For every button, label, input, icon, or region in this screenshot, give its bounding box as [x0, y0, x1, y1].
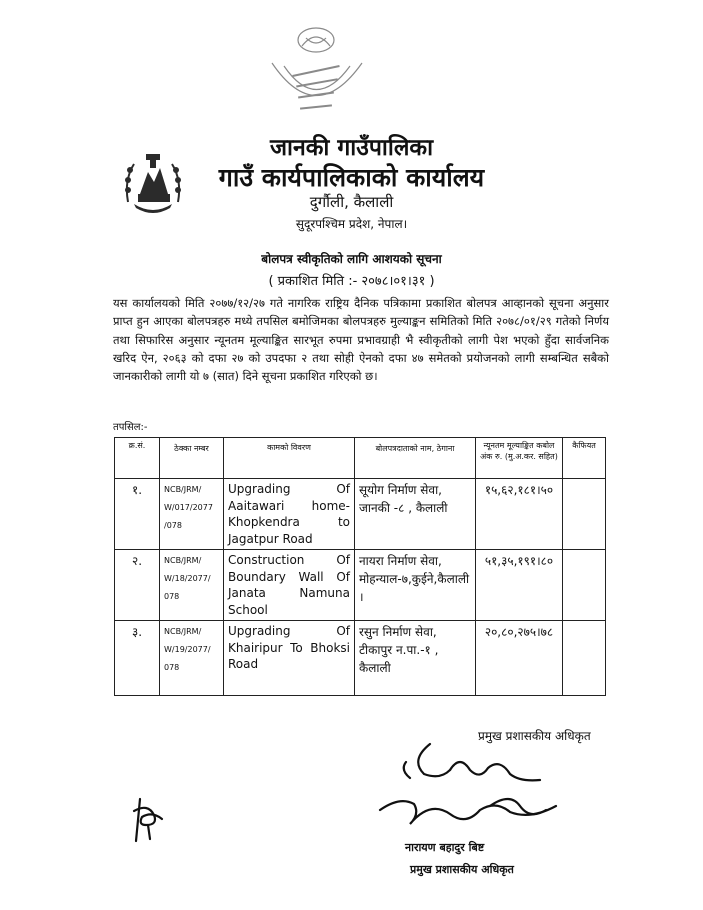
cell-bidder: सूयोग निर्माण सेवा, जानकी -८ , कैलाली	[355, 479, 476, 550]
cell-contract: NCB/JRM/ W/18/2077/ 078	[160, 550, 224, 621]
table-row	[115, 479, 606, 550]
cell-sn: २.	[115, 550, 160, 621]
bid-table	[114, 437, 606, 696]
cell-amount: ५१,३५,१९१।८०	[476, 550, 563, 621]
cell-bidder: नायरा निर्माण सेवा, मोहन्याल-७,कुईने,कैलाली ।	[355, 550, 476, 621]
table-header-row	[115, 438, 606, 479]
cell-remarks	[563, 621, 606, 696]
cell-amount: २०,८०,२७५।७८	[476, 621, 563, 696]
notice-subject: बोलपत्र स्वीकृतिको लागि आशयको सूचना	[261, 252, 442, 266]
cell-contract: NCB/JRM/ W/19/2077/ 078	[160, 621, 224, 696]
initials-scribble	[128, 795, 168, 845]
cell-work: Construction Of Boundary Wall Of Janata Namuna School	[224, 550, 355, 621]
cell-remarks	[563, 550, 606, 621]
table-row	[115, 550, 606, 621]
col-header-amount: न्यूनतम मूल्याङ्कित कबोल अंक रु. (मु.अ.कर. सहित)	[476, 438, 563, 479]
cell-contract: NCB/JRM/ W/017/2077 /078	[160, 479, 224, 550]
col-header-remarks: कैफियत	[563, 438, 606, 479]
office-seal-stamp	[262, 18, 370, 126]
col-header-contract: ठेक्का नम्बर	[160, 438, 224, 479]
cell-bidder: रसुन निर्माण सेवा, टीकापुर न.पा.-१ , कैलाली	[355, 621, 476, 696]
cell-work: Upgrading Of Khairipur To Bhoksi Road	[224, 621, 355, 696]
cell-work: Upgrading Of Aaitawari home-Khopkendra to Jagatpur Road	[224, 479, 355, 550]
signatory-post: प्रमुख प्रशासकीय अधिकृत	[410, 863, 514, 876]
signatory-title: प्रमुख प्रशासकीय अधिकृत	[478, 729, 591, 743]
publication-date: ( प्रकाशित मिति :- २०७८।०१।३१ )	[268, 274, 435, 289]
details-label: तपसिल:-	[113, 422, 148, 433]
cell-remarks	[563, 479, 606, 550]
table-row	[115, 621, 606, 696]
office-location: दुर्गौली, कैलाली	[309, 193, 394, 211]
cell-amount: १५,६२,१८१।५०	[476, 479, 563, 550]
notice-body: यस कार्यालयको मिति २०७७/१२/२७ गते नागरिक राष्ट्रिय दैनिक पत्रिकामा प्रकाशित बोलपत्र आव्हानको सूचना अनुसार प्राप्त हुन आएका बोलपत्रहरु मध्ये तपसिल बमोजिमका बोलपत्रहरु मुल्याङ्कन समितिको मिति २०७८/०१/२९ गतेको निर्णय तथा सिफारिस अनुसार न्यूनतम मूल्याङ्कित सारभूत रुपमा प्रभावग्राही भै स्वीकृतीको लागी पेश भएको हुँदा सार्वजनिक खरिद ऐन, २०६३ को दफा २७ को उपदफा २ तथा सोही ऐनको दफा ४७ समेतको प्रयोजनको लागी सम्बन्धित सबैको जानकारीको लागी यो ७ (सात) दिने सूचना प्रकाशित गरिएको छ।	[113, 296, 609, 384]
office-title: गाउँ कार्यपालिकाको कार्यालय	[218, 163, 485, 192]
signatory-name: नारायण बहादुर बिष्ट	[405, 841, 485, 854]
office-name: जानकी गाउँपालिका	[269, 135, 434, 161]
col-header-work: कामको विवरण	[224, 438, 355, 479]
cell-sn: १.	[115, 479, 160, 550]
signature-scribble	[370, 740, 570, 840]
office-province: सुदूरपश्चिम प्रदेश, नेपाल।	[295, 217, 408, 231]
col-header-bidder: बोलपत्रदाताको नाम, ठेगाना	[355, 438, 476, 479]
col-header-sn: क्र.सं.	[115, 438, 160, 479]
cell-sn: ३.	[115, 621, 160, 696]
